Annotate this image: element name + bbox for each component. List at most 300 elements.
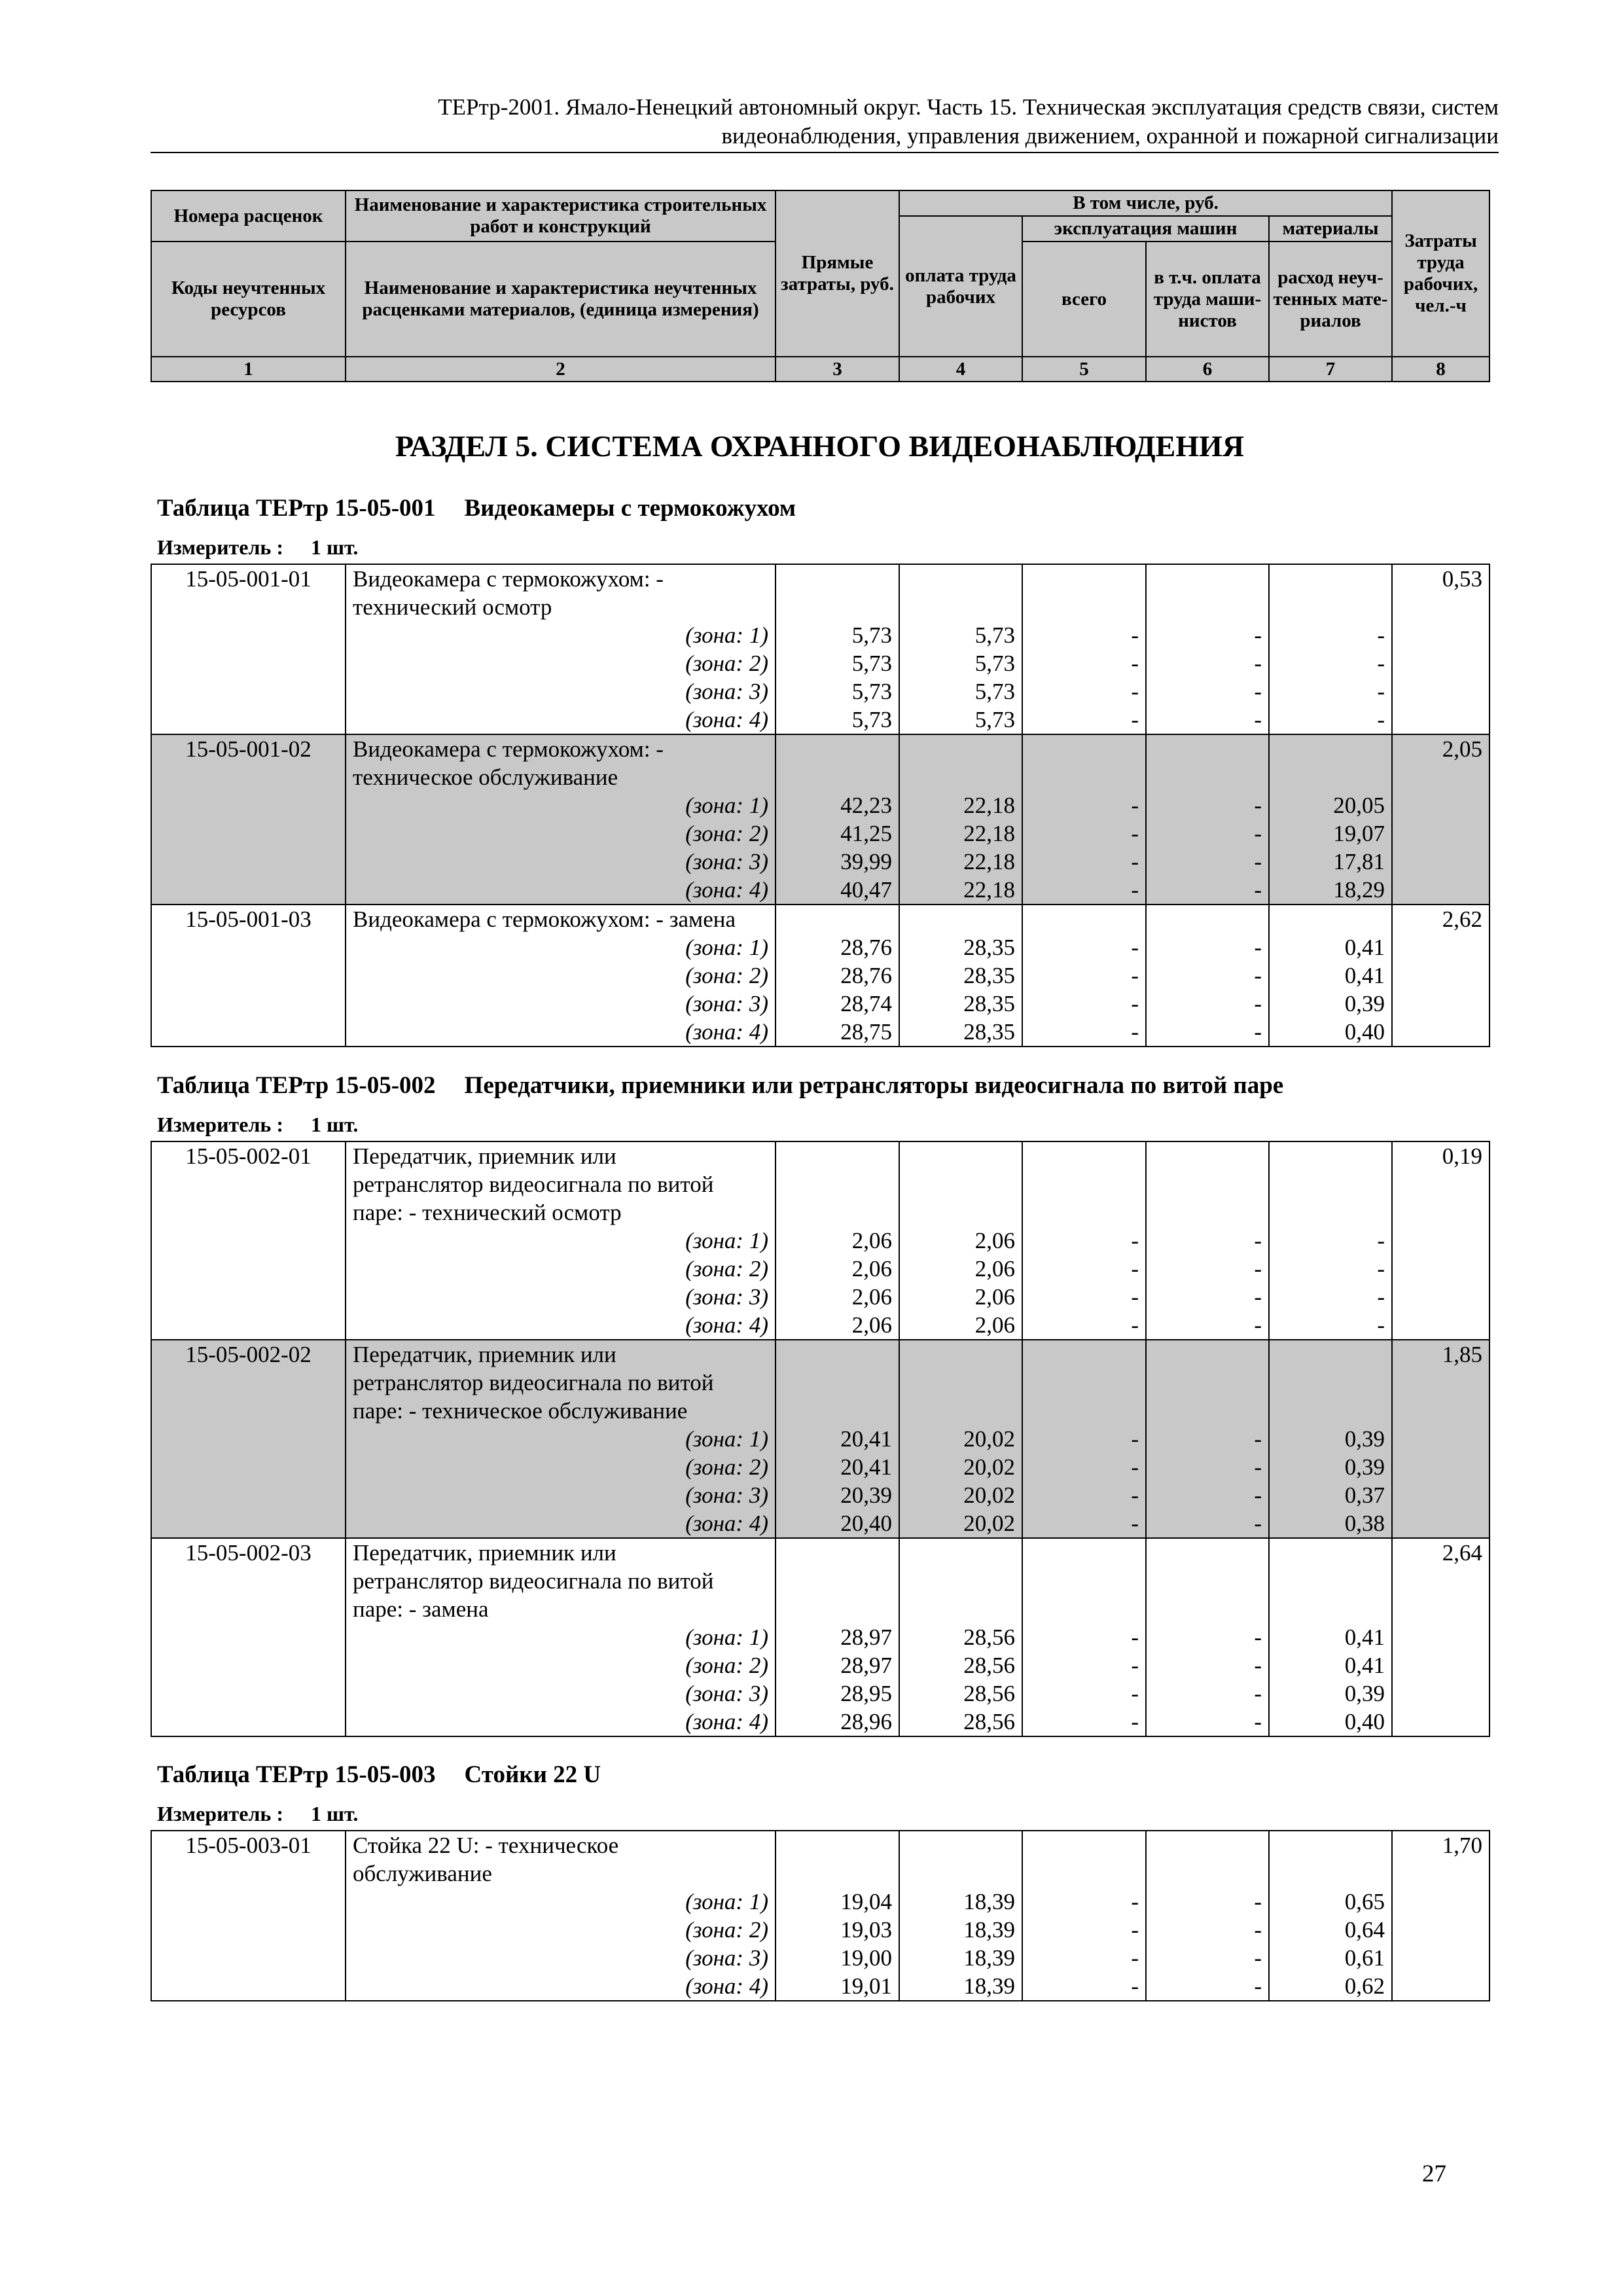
table-row — [151, 1425, 1489, 1453]
rate-code-empty — [151, 1509, 346, 1538]
empty-cell — [1392, 706, 1489, 734]
rate-code-empty — [151, 876, 346, 905]
machinist-wage: - — [1146, 876, 1269, 905]
rate-code-empty — [151, 791, 346, 819]
machines-total: - — [1022, 1018, 1146, 1047]
worker-wage: 2,06 — [899, 1255, 1022, 1283]
empty-cell — [776, 1831, 899, 1859]
rate-code-empty — [151, 1170, 346, 1198]
empty-cell — [1146, 1141, 1269, 1170]
machines-total: - — [1022, 1888, 1146, 1916]
machines-total: - — [1022, 1255, 1146, 1283]
col-number: 6 — [1146, 357, 1269, 382]
empty-cell — [1392, 677, 1489, 706]
materials-cost: 0,40 — [1269, 1708, 1392, 1736]
empty-cell — [1392, 1595, 1489, 1623]
measure-label: Измеритель : — [157, 1113, 283, 1136]
empty-cell — [1269, 593, 1392, 621]
page-number: 27 — [1422, 2161, 1446, 2187]
empty-cell — [1392, 1651, 1489, 1679]
measure-unit: 1 шт. — [310, 1802, 359, 1825]
empty-cell — [1392, 791, 1489, 819]
table-row — [151, 1340, 1489, 1369]
table-row — [151, 990, 1489, 1018]
empty-cell — [1269, 905, 1392, 933]
machinist-wage: - — [1146, 1255, 1269, 1283]
machines-total: - — [1022, 990, 1146, 1018]
empty-cell — [1146, 1198, 1269, 1227]
materials-cost: 18,29 — [1269, 876, 1392, 905]
rate-code-empty — [151, 706, 346, 734]
empty-cell — [1392, 593, 1489, 621]
measure-label: Измеритель : — [157, 1802, 283, 1825]
rate-code: 15-05-002-01 — [151, 1141, 346, 1170]
materials-cost: - — [1269, 649, 1392, 677]
col-number: 7 — [1269, 357, 1392, 382]
empty-cell — [1022, 1567, 1146, 1595]
work-name-line: Видеокамера с термокожухом: - — [346, 564, 776, 593]
table-row — [151, 1369, 1489, 1397]
empty-cell — [1022, 593, 1146, 621]
empty-cell — [1392, 1509, 1489, 1538]
empty-cell — [1392, 649, 1489, 677]
machinist-wage: - — [1146, 933, 1269, 961]
col-number: 8 — [1392, 357, 1489, 382]
direct-cost: 28,75 — [776, 1018, 899, 1047]
table-title — [157, 1761, 601, 1789]
empty-cell — [1022, 1369, 1146, 1397]
rate-code: 15-05-003-01 — [151, 1831, 346, 1859]
empty-cell — [1269, 1170, 1392, 1198]
labor-cost: 1,70 — [1392, 1831, 1489, 1859]
worker-wage: 22,18 — [899, 819, 1022, 848]
zone-label: (зона: 2) — [346, 1916, 776, 1944]
empty-cell — [1392, 1859, 1489, 1888]
rate-code-empty — [151, 1623, 346, 1651]
empty-cell — [1022, 1397, 1146, 1425]
empty-cell — [899, 1831, 1022, 1859]
rate-code: 15-05-001-03 — [151, 905, 346, 933]
zone-label: (зона: 4) — [346, 1708, 776, 1736]
machines-total: - — [1022, 1227, 1146, 1255]
materials-cost: 0,39 — [1269, 1425, 1392, 1453]
worker-wage: 2,06 — [899, 1227, 1022, 1255]
empty-cell — [1392, 848, 1489, 876]
machinist-wage: - — [1146, 1481, 1269, 1509]
direct-cost: 19,04 — [776, 1888, 899, 1916]
table-title — [157, 1071, 1283, 1100]
measure — [157, 1113, 358, 1137]
table-name: Видеокамеры с термокожухом — [464, 495, 796, 522]
table-row — [151, 706, 1489, 734]
rates-table — [151, 1830, 1490, 2001]
work-name-line: технический осмотр — [346, 593, 776, 621]
empty-cell — [1392, 621, 1489, 649]
empty-cell — [1022, 1170, 1146, 1198]
materials-cost: - — [1269, 1311, 1392, 1340]
empty-cell — [776, 1141, 899, 1170]
table-row — [151, 1623, 1489, 1651]
work-name-line: ретранслятор видеосигнала по витой — [346, 1567, 776, 1595]
rate-code-empty — [151, 593, 346, 621]
empty-cell — [1392, 1425, 1489, 1453]
rate-code-empty — [151, 1679, 346, 1708]
worker-wage: 28,35 — [899, 990, 1022, 1018]
worker-wage: 18,39 — [899, 1916, 1022, 1944]
machinist-wage: - — [1146, 819, 1269, 848]
direct-cost: 2,06 — [776, 1255, 899, 1283]
rate-code-empty — [151, 1972, 346, 2001]
empty-cell — [1392, 1198, 1489, 1227]
machinist-wage: - — [1146, 706, 1269, 734]
rate-code: 15-05-002-02 — [151, 1340, 346, 1369]
col-work-name: Наименование и характеристика строительных работ и конструкций — [346, 190, 776, 242]
rate-code: 15-05-001-02 — [151, 734, 346, 763]
col-number: 5 — [1022, 357, 1146, 382]
header-line-2: видеонаблюдения, управления движением, охранной и пожарной сигнализации — [721, 123, 1499, 149]
worker-wage: 28,35 — [899, 933, 1022, 961]
table-row — [151, 1283, 1489, 1311]
work-name-line: обслуживание — [346, 1859, 776, 1888]
empty-cell — [1269, 1340, 1392, 1369]
empty-cell — [776, 763, 899, 791]
machinist-wage: - — [1146, 1453, 1269, 1481]
direct-cost: 39,99 — [776, 848, 899, 876]
work-name-line: Передатчик, приемник или — [346, 1340, 776, 1369]
empty-cell — [1146, 1170, 1269, 1198]
worker-wage: 18,39 — [899, 1944, 1022, 1972]
rate-code-empty — [151, 848, 346, 876]
materials-cost: 0,62 — [1269, 1972, 1392, 2001]
rate-code-empty — [151, 1481, 346, 1509]
table-row — [151, 848, 1489, 876]
direct-cost: 2,06 — [776, 1283, 899, 1311]
rate-code-empty — [151, 1453, 346, 1481]
col-worker-wages: оплата труда рабочих — [899, 216, 1022, 357]
machinist-wage: - — [1146, 848, 1269, 876]
zone-label: (зона: 2) — [346, 1255, 776, 1283]
direct-cost: 2,06 — [776, 1311, 899, 1340]
worker-wage: 2,06 — [899, 1283, 1022, 1311]
materials-cost: 0,40 — [1269, 1018, 1392, 1047]
empty-cell — [1269, 763, 1392, 791]
direct-cost: 19,01 — [776, 1972, 899, 2001]
machines-total: - — [1022, 1679, 1146, 1708]
table-row — [151, 933, 1489, 961]
zone-label: (зона: 4) — [346, 1311, 776, 1340]
materials-cost: 0,38 — [1269, 1509, 1392, 1538]
empty-cell — [1392, 1567, 1489, 1595]
empty-cell — [1022, 1340, 1146, 1369]
materials-cost: 0,39 — [1269, 1679, 1392, 1708]
empty-cell — [1269, 1831, 1392, 1859]
zone-label: (зона: 1) — [346, 1623, 776, 1651]
direct-cost: 5,73 — [776, 649, 899, 677]
materials-cost: - — [1269, 1255, 1392, 1283]
table-row — [151, 791, 1489, 819]
worker-wage: 5,73 — [899, 677, 1022, 706]
zone-label: (зона: 3) — [346, 1944, 776, 1972]
table-row — [151, 1859, 1489, 1888]
rate-code-empty — [151, 677, 346, 706]
machinist-wage: - — [1146, 1425, 1269, 1453]
machinist-wage: - — [1146, 1888, 1269, 1916]
rate-code-empty — [151, 1859, 346, 1888]
table-row — [151, 961, 1489, 990]
rate-code-empty — [151, 1595, 346, 1623]
machines-total: - — [1022, 1944, 1146, 1972]
rate-code-empty — [151, 1255, 346, 1283]
table-row — [151, 819, 1489, 848]
direct-cost: 28,74 — [776, 990, 899, 1018]
materials-cost: 0,64 — [1269, 1916, 1392, 1944]
empty-cell — [1146, 1340, 1269, 1369]
empty-cell — [1269, 1369, 1392, 1397]
empty-cell — [1392, 1916, 1489, 1944]
machines-total: - — [1022, 1481, 1146, 1509]
machinist-wage: - — [1146, 1651, 1269, 1679]
materials-cost: 0,65 — [1269, 1888, 1392, 1916]
empty-cell — [1392, 1708, 1489, 1736]
empty-cell — [1022, 1538, 1146, 1567]
empty-cell — [1392, 1481, 1489, 1509]
empty-cell — [1022, 564, 1146, 593]
table-title — [157, 494, 796, 522]
direct-cost: 5,73 — [776, 706, 899, 734]
work-name-line: паре: - технический осмотр — [346, 1198, 776, 1227]
table-row — [151, 593, 1489, 621]
table-row — [151, 1888, 1489, 1916]
direct-cost: 20,41 — [776, 1453, 899, 1481]
rate-code-empty — [151, 1198, 346, 1227]
machines-total: - — [1022, 1453, 1146, 1481]
empty-cell — [1392, 1972, 1489, 2001]
direct-cost: 5,73 — [776, 621, 899, 649]
empty-cell — [776, 1538, 899, 1567]
empty-cell — [1022, 905, 1146, 933]
rate-code-empty — [151, 649, 346, 677]
empty-cell — [899, 1340, 1022, 1369]
table-row — [151, 1141, 1489, 1170]
rate-code-empty — [151, 1651, 346, 1679]
empty-cell — [899, 905, 1022, 933]
zone-label: (зона: 1) — [346, 621, 776, 649]
labor-cost: 1,85 — [1392, 1340, 1489, 1369]
measure — [157, 1802, 358, 1826]
zone-label: (зона: 3) — [346, 1283, 776, 1311]
labor-cost: 2,62 — [1392, 905, 1489, 933]
labor-cost: 2,05 — [1392, 734, 1489, 763]
zone-label: (зона: 4) — [346, 1509, 776, 1538]
labor-cost: 2,64 — [1392, 1538, 1489, 1567]
materials-cost: 19,07 — [1269, 819, 1392, 848]
machines-total: - — [1022, 649, 1146, 677]
machines-total: - — [1022, 706, 1146, 734]
worker-wage: 5,73 — [899, 649, 1022, 677]
materials-cost: 0,61 — [1269, 1944, 1392, 1972]
table-row — [151, 1567, 1489, 1595]
work-name-line: техническое обслуживание — [346, 763, 776, 791]
rate-code-empty — [151, 1708, 346, 1736]
empty-cell — [1146, 734, 1269, 763]
zone-label: (зона: 2) — [346, 819, 776, 848]
zone-label: (зона: 2) — [346, 1651, 776, 1679]
rate-code-empty — [151, 1397, 346, 1425]
machines-total: - — [1022, 621, 1146, 649]
table-row — [151, 1509, 1489, 1538]
work-name-line: Передатчик, приемник или — [346, 1141, 776, 1170]
col-material-names: Наименование и характеристика неучтенных расценками материалов, (единица измерения) — [346, 242, 776, 357]
machinist-wage: - — [1146, 1679, 1269, 1708]
zone-label: (зона: 3) — [346, 1481, 776, 1509]
table-code: Таблица ТЕРтр 15-05-002 — [157, 1072, 436, 1099]
rate-code-empty — [151, 1888, 346, 1916]
empty-cell — [1146, 1831, 1269, 1859]
machinist-wage: - — [1146, 1311, 1269, 1340]
empty-cell — [1269, 1397, 1392, 1425]
measure-unit: 1 шт. — [310, 1113, 359, 1136]
zone-label: (зона: 1) — [346, 791, 776, 819]
empty-cell — [899, 763, 1022, 791]
machines-total: - — [1022, 1425, 1146, 1453]
worker-wage: 28,56 — [899, 1708, 1022, 1736]
rate-code-empty — [151, 1283, 346, 1311]
empty-cell — [899, 1859, 1022, 1888]
empty-cell — [899, 593, 1022, 621]
machines-total: - — [1022, 1972, 1146, 2001]
rate-code-empty — [151, 1567, 346, 1595]
rate-code: 15-05-002-03 — [151, 1538, 346, 1567]
empty-cell — [776, 1859, 899, 1888]
zone-label: (зона: 2) — [346, 1453, 776, 1481]
empty-cell — [1392, 1944, 1489, 1972]
machines-total: - — [1022, 677, 1146, 706]
empty-cell — [776, 593, 899, 621]
materials-cost: 0,37 — [1269, 1481, 1392, 1509]
machinist-wage: - — [1146, 961, 1269, 990]
machinist-wage: - — [1146, 1972, 1269, 2001]
empty-cell — [1022, 1859, 1146, 1888]
col-number: 3 — [776, 357, 899, 382]
machinist-wage: - — [1146, 1283, 1269, 1311]
empty-cell — [1269, 1141, 1392, 1170]
materials-cost: - — [1269, 677, 1392, 706]
empty-cell — [1392, 1369, 1489, 1397]
empty-cell — [1146, 1567, 1269, 1595]
machines-total: - — [1022, 933, 1146, 961]
col-number: 1 — [151, 357, 346, 382]
empty-cell — [1146, 905, 1269, 933]
rates-table — [151, 1141, 1490, 1737]
col-including: В том числе, руб. — [899, 190, 1392, 216]
column-header-table — [151, 190, 1490, 382]
work-name-line: ретранслятор видеосигнала по витой — [346, 1170, 776, 1198]
machinist-wage: - — [1146, 1623, 1269, 1651]
rate-code-empty — [151, 1916, 346, 1944]
table-name: Стойки 22 U — [464, 1761, 601, 1788]
empty-cell — [1392, 1888, 1489, 1916]
direct-cost: 19,03 — [776, 1916, 899, 1944]
machinist-wage: - — [1146, 621, 1269, 649]
direct-cost: 41,25 — [776, 819, 899, 848]
empty-cell — [1146, 763, 1269, 791]
worker-wage: 28,35 — [899, 961, 1022, 990]
materials-cost: 0,39 — [1269, 990, 1392, 1018]
empty-cell — [776, 1198, 899, 1227]
table-row — [151, 1255, 1489, 1283]
rate-code-empty — [151, 1369, 346, 1397]
materials-cost: 0,41 — [1269, 961, 1392, 990]
empty-cell — [1022, 1595, 1146, 1623]
worker-wage: 28,56 — [899, 1679, 1022, 1708]
empty-cell — [899, 1170, 1022, 1198]
table-row — [151, 649, 1489, 677]
zone-label: (зона: 3) — [346, 1679, 776, 1708]
direct-cost: 5,73 — [776, 677, 899, 706]
worker-wage: 22,18 — [899, 876, 1022, 905]
empty-cell — [1269, 1198, 1392, 1227]
table-row — [151, 621, 1489, 649]
empty-cell — [776, 1595, 899, 1623]
empty-cell — [1392, 1255, 1489, 1283]
empty-cell — [899, 1397, 1022, 1425]
empty-cell — [1392, 990, 1489, 1018]
table-row — [151, 1227, 1489, 1255]
table-row — [151, 1651, 1489, 1679]
empty-cell — [1392, 961, 1489, 990]
machines-total: - — [1022, 961, 1146, 990]
direct-cost: 40,47 — [776, 876, 899, 905]
empty-cell — [899, 1595, 1022, 1623]
worker-wage: 28,35 — [899, 1018, 1022, 1047]
col-rate-numbers: Номера расценок — [151, 190, 346, 242]
machines-total: - — [1022, 1283, 1146, 1311]
direct-cost: 28,96 — [776, 1708, 899, 1736]
worker-wage: 18,39 — [899, 1972, 1022, 2001]
table-row — [151, 1708, 1489, 1736]
materials-cost: - — [1269, 706, 1392, 734]
empty-cell — [1392, 1623, 1489, 1651]
zone-label: (зона: 1) — [346, 1888, 776, 1916]
machines-total: - — [1022, 1708, 1146, 1736]
direct-cost: 28,76 — [776, 933, 899, 961]
table-row — [151, 1831, 1489, 1859]
table-row — [151, 1311, 1489, 1340]
machinist-wage: - — [1146, 677, 1269, 706]
zone-label: (зона: 1) — [346, 1425, 776, 1453]
table-row — [151, 876, 1489, 905]
empty-cell — [1392, 819, 1489, 848]
rate-code-empty — [151, 819, 346, 848]
zone-label: (зона: 2) — [346, 961, 776, 990]
table-code: Таблица ТЕРтр 15-05-003 — [157, 1761, 436, 1788]
zone-label: (зона: 4) — [346, 706, 776, 734]
col-direct-costs: Прямые затраты, руб. — [776, 190, 899, 357]
machinist-wage: - — [1146, 649, 1269, 677]
zone-label: (зона: 4) — [346, 876, 776, 905]
empty-cell — [1269, 1595, 1392, 1623]
running-header — [151, 93, 1499, 153]
worker-wage: 5,73 — [899, 706, 1022, 734]
empty-cell — [776, 1369, 899, 1397]
worker-wage: 2,06 — [899, 1311, 1022, 1340]
empty-cell — [1392, 1170, 1489, 1198]
section-title: РАЗДЕЛ 5. СИСТЕМА ОХРАННОГО ВИДЕОНАБЛЮДЕНИЯ — [395, 429, 1245, 463]
col-number: 4 — [899, 357, 1022, 382]
empty-cell — [899, 1141, 1022, 1170]
table-row — [151, 564, 1489, 593]
col-material-consumption: расход неуч- тенных мате- риалов — [1269, 242, 1392, 357]
